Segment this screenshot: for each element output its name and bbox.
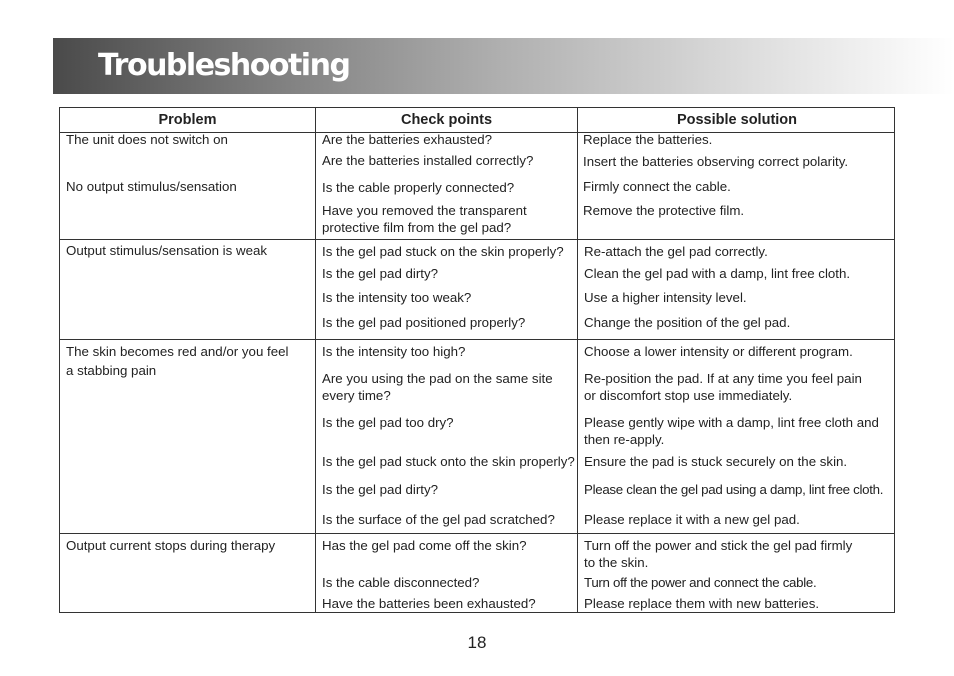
page-title: Troubleshooting (98, 48, 350, 83)
check-point-cell: Is the gel pad too dry? (322, 415, 454, 430)
check-point-cell: Is the gel pad positioned properly? (322, 315, 526, 330)
solution-cell: Please gently wipe with a damp, lint free cloth and (584, 415, 879, 430)
solution-cell: Please replace it with a new gel pad. (584, 512, 800, 527)
check-point-cell: Is the cable disconnected? (322, 575, 480, 590)
solution-cell: then re-apply. (584, 432, 665, 447)
problem-cell: No output stimulus/sensation (66, 179, 237, 194)
problem-cell: The unit does not switch on (66, 132, 228, 147)
check-point-cell: protective film from the gel pad? (322, 220, 512, 235)
solution-cell: Ensure the pad is stuck securely on the skin. (584, 454, 848, 469)
check-point-cell: Has the gel pad come off the skin? (322, 538, 527, 553)
check-point-cell: Is the gel pad dirty? (322, 266, 439, 281)
check-point-cell: Are the batteries exhausted? (322, 132, 493, 147)
solution-cell: Please clean the gel pad using a damp, lint free cloth. (584, 482, 884, 497)
check-point-cell: Is the intensity too weak? (322, 290, 472, 305)
check-point-cell: Is the cable properly connected? (322, 180, 515, 195)
column-header-check-points: Check points (400, 112, 493, 128)
problem-cell: Output stimulus/sensation is weak (66, 243, 268, 258)
group-divider (60, 239, 894, 240)
group-divider (60, 533, 894, 534)
column-divider (315, 108, 316, 612)
solution-cell: Re-position the pad. If at any time you feel pain (584, 371, 862, 386)
problem-cell: Output current stops during therapy (66, 538, 276, 553)
check-point-cell: Are you using the pad on the same site (322, 371, 553, 386)
column-divider (577, 108, 578, 612)
check-point-cell: Have you removed the transparent (322, 203, 527, 218)
check-point-cell: Is the gel pad stuck onto the skin properly? (322, 454, 575, 469)
solution-cell: or discomfort stop use immediately. (584, 388, 793, 403)
solution-cell: Insert the batteries observing correct polarity. (583, 154, 849, 169)
check-point-cell: Are the batteries installed correctly? (322, 153, 534, 168)
check-point-cell: Have the batteries been exhausted? (322, 596, 536, 611)
solution-cell: Replace the batteries. (583, 132, 713, 147)
solution-cell: Turn off the power and connect the cable. (584, 575, 817, 590)
solution-cell: Change the position of the gel pad. (584, 315, 791, 330)
column-header-problem: Problem (158, 112, 217, 128)
column-header-possible-solution: Possible solution (676, 112, 798, 128)
check-point-cell: Is the gel pad stuck on the skin properly? (322, 244, 564, 259)
solution-cell: Choose a lower intensity or different program. (584, 344, 853, 359)
solution-cell: Clean the gel pad with a damp, lint free cloth. (584, 266, 851, 281)
check-point-cell: Is the intensity too high? (322, 344, 466, 359)
title-banner (53, 38, 954, 94)
check-point-cell: Is the surface of the gel pad scratched? (322, 512, 555, 527)
solution-cell: Firmly connect the cable. (583, 179, 731, 194)
group-divider (60, 339, 894, 340)
check-point-cell: every time? (322, 388, 391, 403)
solution-cell: to the skin. (584, 555, 649, 570)
solution-cell: Re-attach the gel pad correctly. (584, 244, 768, 259)
solution-cell: Please replace them with new batteries. (584, 596, 820, 611)
solution-cell: Remove the protective film. (583, 203, 745, 218)
solution-cell: Turn off the power and stick the gel pad firmly (584, 538, 853, 553)
check-point-cell: Is the gel pad dirty? (322, 482, 439, 497)
page-number: 18 (467, 633, 487, 652)
problem-cell: The skin becomes red and/or you feel (66, 344, 289, 359)
troubleshooting-table (59, 107, 895, 613)
solution-cell: Use a higher intensity level. (584, 290, 747, 305)
problem-cell: a stabbing pain (66, 363, 157, 378)
